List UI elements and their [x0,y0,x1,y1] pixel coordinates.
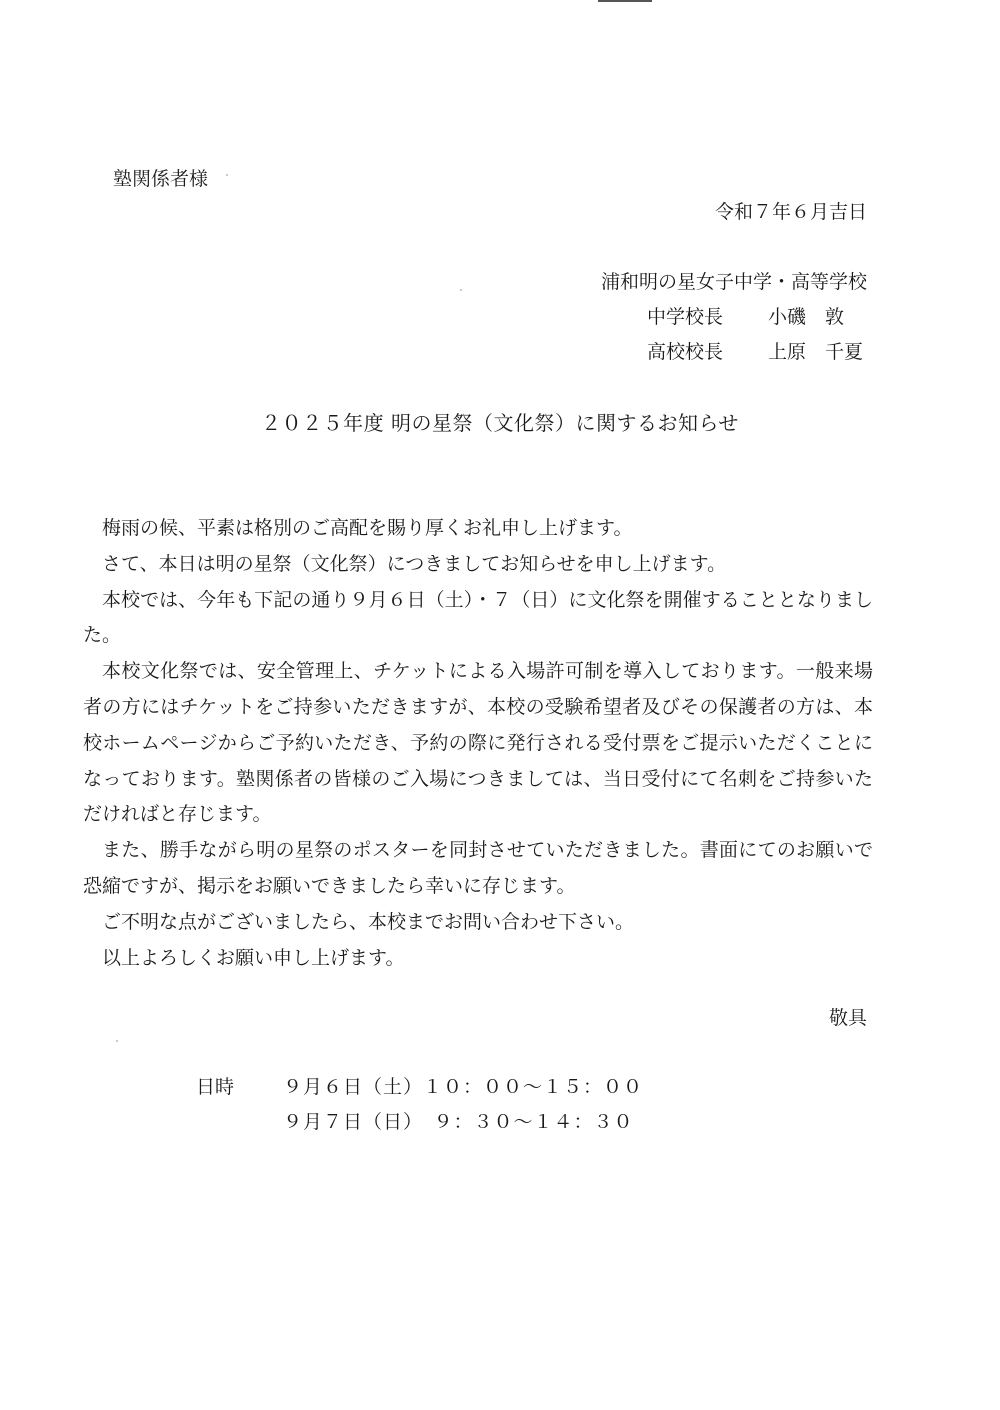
signatory-name: 小磯 敦 [768,306,845,328]
letter-body [83,511,873,976]
signatory-row [647,304,877,330]
body-paragraph: さて、本日は明の星祭（文化祭）につきましてお知らせを申し上げます。 [102,552,727,575]
school-name: 浦和明の星女子中学・高等学校 [600,271,867,293]
schedule-entry: ９月７日（日） ９：３０～１４：３０ [283,1111,634,1133]
closing-phrase: 敬具 [828,1007,867,1029]
body-paragraph: 本校では、今年も下記の通り９月６日（土）・７（日）に文化祭を開催することとなりました。 [83,588,873,647]
scan-speck [116,1040,118,1042]
schedule-label: 日時 [196,1076,235,1098]
signatory-role: 高校校長 [647,341,724,363]
schedule-entry: ９月６日（土）１０：００～１５：００ [283,1076,644,1098]
letter-title: ２０２５年度 明の星祭（文化祭）に関するお知らせ [261,411,739,435]
body-paragraph: また、勝手ながら明の星祭のポスターを同封させていただきました。書面にてのお願いで恐縮ですが、掲示をお願いできましたら幸いに存じます。 [83,839,873,897]
recipient: 塾関係者様 [113,168,209,190]
signatory-row [647,339,877,365]
body-paragraph: ご不明な点がございましたら、本校までお問い合わせ下さい。 [102,910,635,933]
scan-speck [460,289,462,291]
scan-edge-mark [598,0,652,2]
signatory-name: 上原 千夏 [768,341,864,363]
scan-speck [226,174,228,176]
body-paragraph: 本校文化祭では、安全管理上、チケットによる入場許可制を導入しております。一般来場者の方にはチケットをご持参いただきますが、本校の受験希望者及びその保護者の方は、本校ホームページからご予約いただき、予約の際に発行される受付票をご提示いただくことになっております。塾関係者の皆様のご入場につきましては、当日受付にて名刺をご持参いただければと存じます。 [83,660,873,826]
letter-date: 令和７年６月吉日 [714,201,867,223]
body-paragraph: 梅雨の候、平素は格別のご高配を賜り厚くお礼申し上げます。 [102,517,633,539]
signatory-role: 中学校長 [647,306,724,328]
body-paragraph: 以上よろしくお願い申し上げます。 [102,946,405,969]
